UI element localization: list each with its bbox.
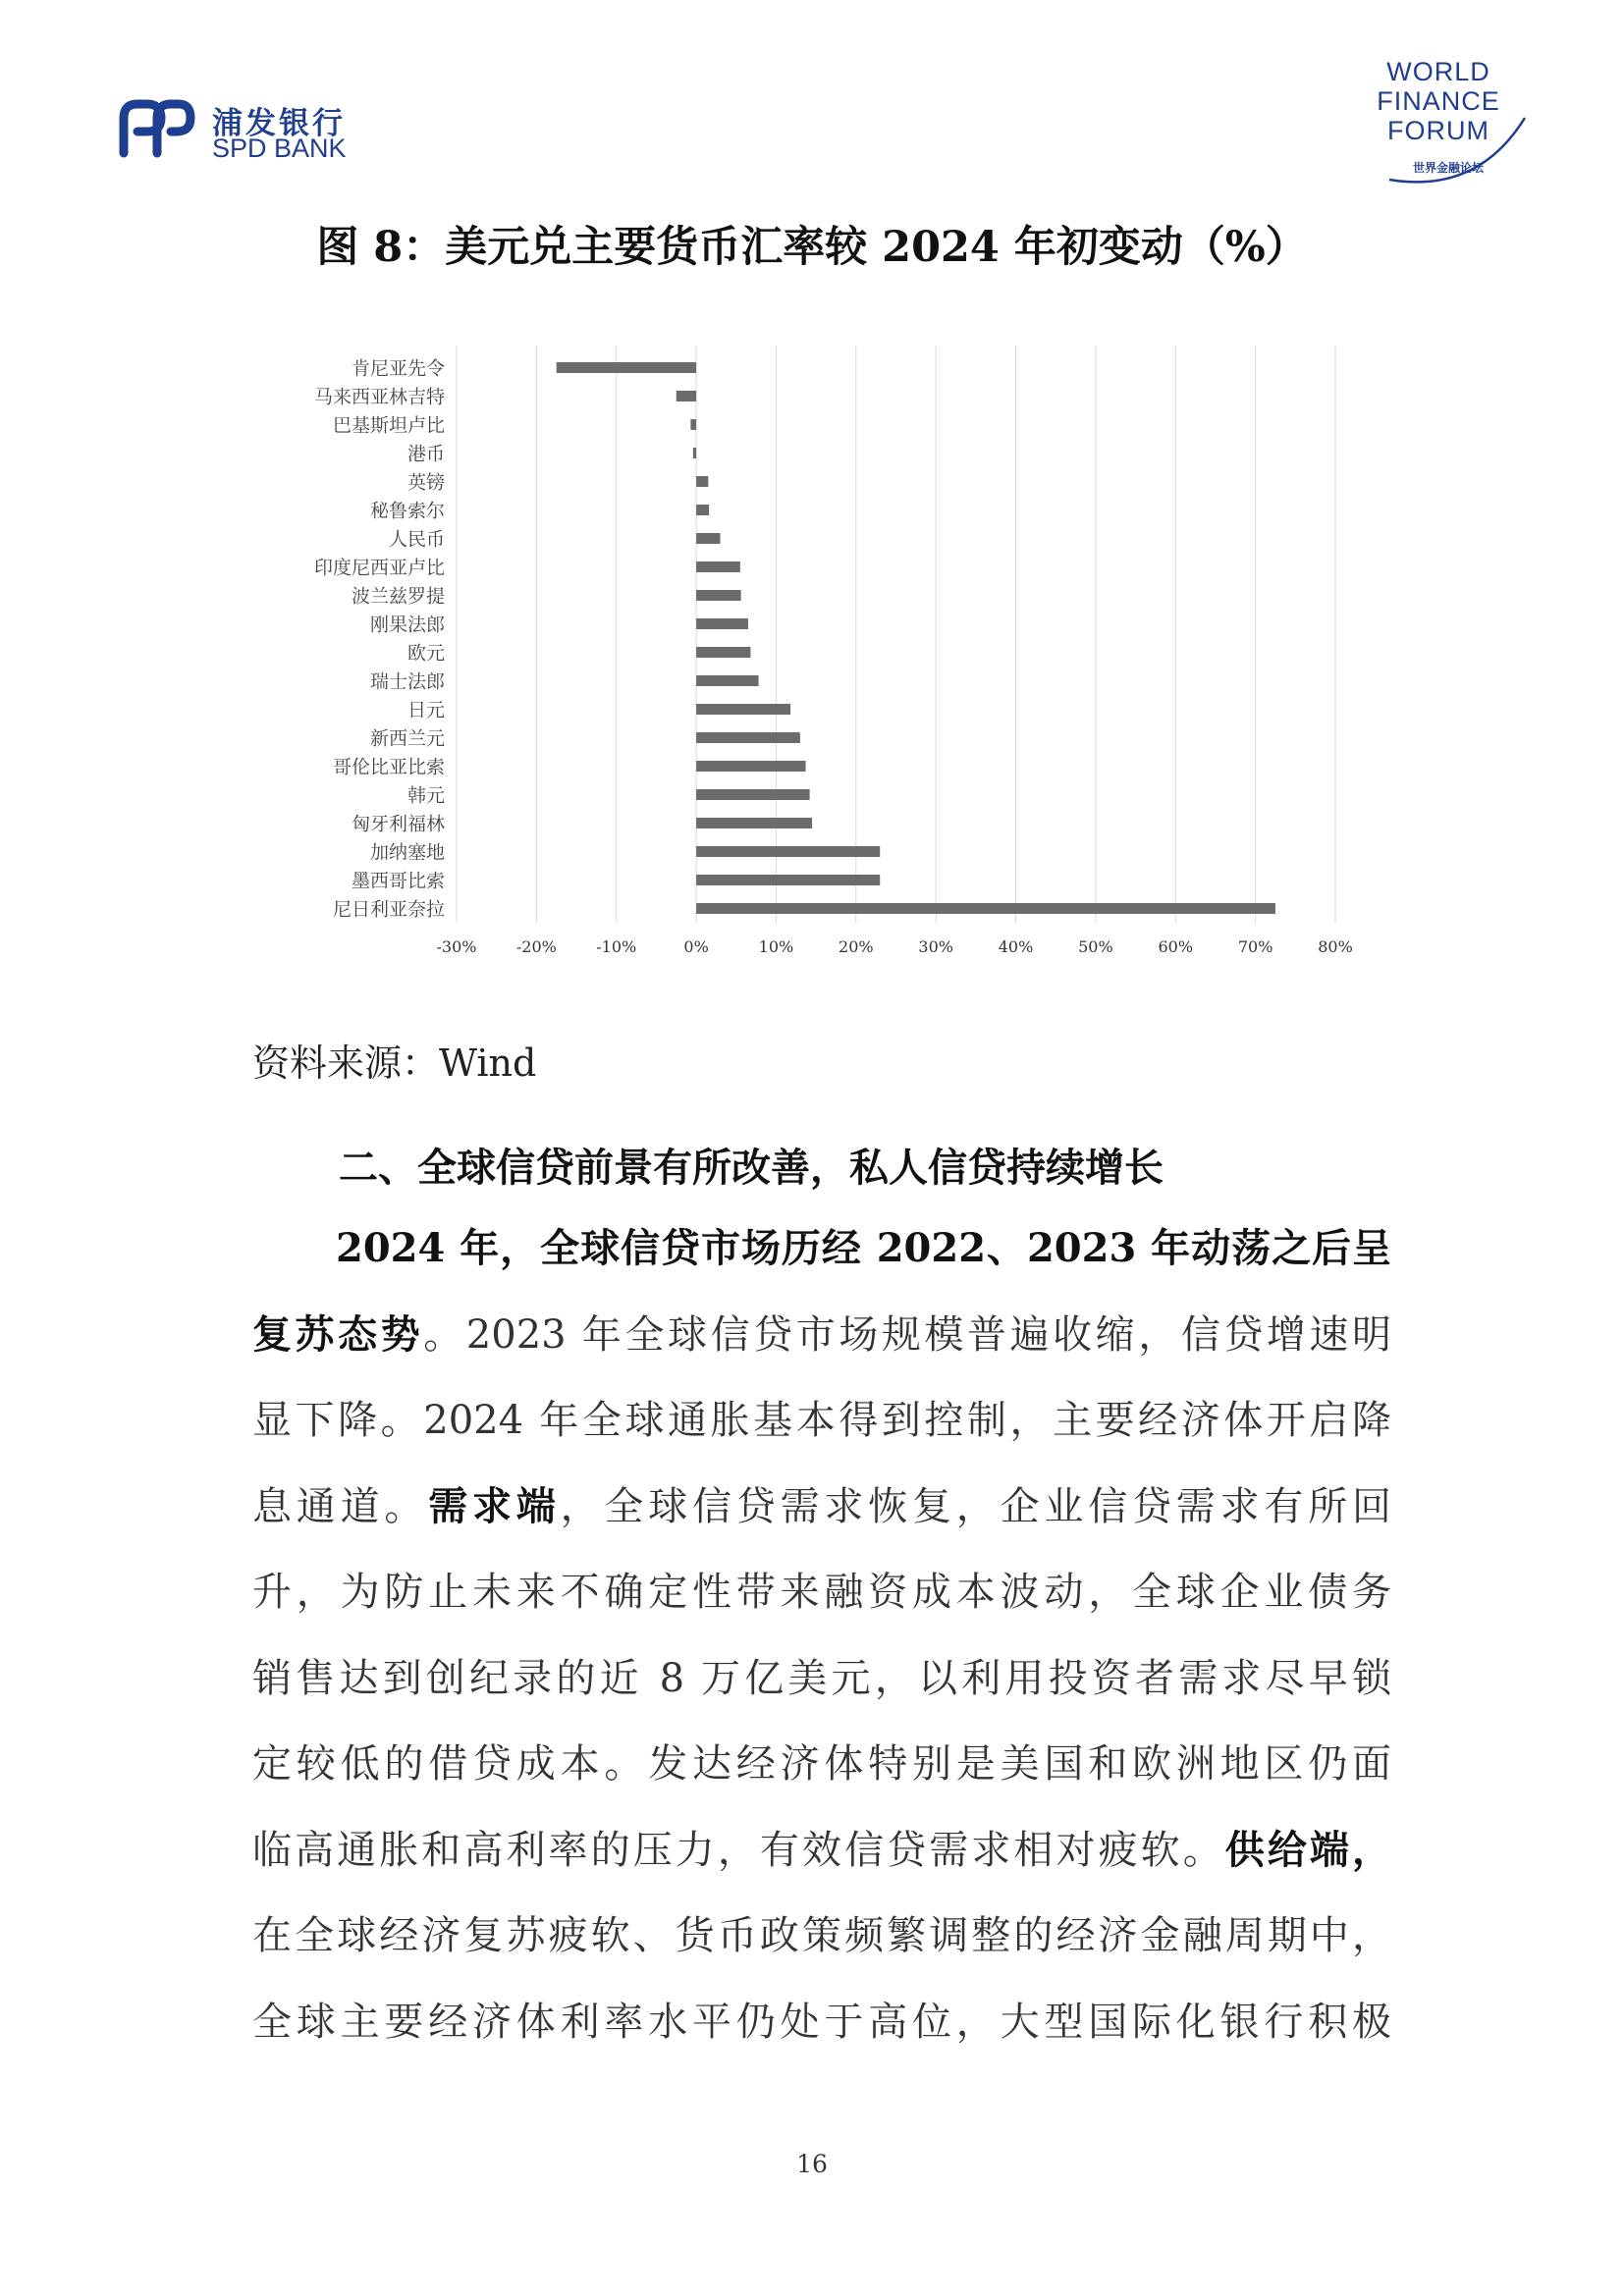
text: 息通道。 <box>252 1483 429 1529</box>
text: ，全球信贷需求恢复，企业信贷需求有所回 <box>560 1483 1392 1529</box>
paragraph-line <box>252 1991 1391 2047</box>
category-label: 韩元 <box>406 784 445 807</box>
tick-label: 80% <box>1318 937 1353 956</box>
paragraph-line <box>252 1561 1391 1617</box>
paragraph-line <box>336 1217 1391 1273</box>
bar <box>696 818 812 828</box>
bar <box>557 362 696 373</box>
bar-chart <box>275 334 1375 962</box>
tick-label: 60% <box>1158 937 1194 956</box>
bar <box>696 618 748 629</box>
bar <box>696 789 810 800</box>
category-label: 哥伦比亚比索 <box>332 756 445 778</box>
bold-text: 复苏态势 <box>252 1310 424 1358</box>
bar <box>696 875 880 885</box>
category-label: 波兰兹罗提 <box>351 585 445 608</box>
category-label: 日元 <box>406 699 445 721</box>
world-finance-forum-logo <box>1360 57 1542 194</box>
spd-logo-chinese: 浦发银行 <box>212 106 346 141</box>
bar <box>696 704 790 715</box>
bold-text: 需求端 <box>428 1482 561 1529</box>
spd-bank-logo <box>118 96 353 165</box>
bar <box>696 732 800 743</box>
category-label: 欧元 <box>406 642 445 665</box>
bar <box>696 761 805 772</box>
wff-logo-line-1: WORLD <box>1386 57 1490 86</box>
category-label: 马来西亚林吉特 <box>313 386 445 408</box>
tick-label: 70% <box>1237 937 1273 956</box>
category-label: 尼日利亚奈拉 <box>332 898 445 921</box>
paragraph-line <box>252 1904 1391 1960</box>
text: 在全球经济复苏疲软、货币政策频繁调整的经济金融周期中， <box>252 1913 1391 1958</box>
tick-label: 20% <box>839 937 874 956</box>
category-label: 瑞士法郎 <box>369 670 445 693</box>
text: 定较低的借贷成本。发达经济体特别是美国和欧洲地区仍面 <box>252 1741 1391 1787</box>
paragraph-line <box>252 1475 1391 1531</box>
category-label: 巴基斯坦卢比 <box>332 414 445 437</box>
bold-text: 2024 年，全球信贷市场历经 2022、2023 年动荡之后呈 <box>336 1225 1391 1271</box>
bar <box>693 448 696 458</box>
category-label: 秘鲁索尔 <box>369 500 445 522</box>
text: 。2023 年全球信贷市场规模普遍收缩，信贷增速明 <box>423 1311 1391 1358</box>
text: 销售达到创纪录的近 8 万亿美元，以利用投资者需求尽早锁 <box>252 1655 1391 1701</box>
bar <box>696 476 708 487</box>
bar <box>696 533 720 544</box>
page-number: 16 <box>796 2150 828 2178</box>
category-label: 墨西哥比索 <box>351 870 445 892</box>
bar <box>696 675 758 686</box>
spd-bank-emblem-icon <box>118 96 196 159</box>
bar <box>696 846 880 857</box>
bar <box>690 419 696 430</box>
bold-text: 供给端， <box>1224 1826 1392 1873</box>
bar <box>696 590 741 601</box>
category-label: 加纳塞地 <box>369 841 445 864</box>
tick-label: -30% <box>436 937 477 956</box>
paragraph-line <box>252 1304 1391 1360</box>
bar <box>696 505 709 515</box>
tick-label: 40% <box>998 937 1034 956</box>
section-heading: 二、全球信贷前景有所改善，私人信贷持续增长 <box>339 1145 1164 1191</box>
tick-label: 10% <box>758 937 794 956</box>
spd-logo-english: SPD BANK <box>212 133 347 163</box>
wff-swoosh-icon <box>1360 57 1542 194</box>
category-label: 印度尼西亚卢比 <box>313 557 445 579</box>
paragraph-line <box>252 1819 1391 1875</box>
text: 全球主要经济体利率水平仍处于高位，大型国际化银行积极 <box>252 1999 1391 2045</box>
bar <box>696 903 1275 914</box>
category-label: 刚果法郎 <box>369 614 445 636</box>
figure-source: 资料来源：Wind <box>252 1041 537 1085</box>
category-label: 新西兰元 <box>369 727 445 750</box>
wff-logo-line-2: FINANCE <box>1377 86 1500 116</box>
category-label: 英镑 <box>406 471 445 494</box>
wff-logo-subtitle: 世界金融论坛 <box>1412 161 1484 175</box>
category-label: 肯尼亚先令 <box>351 357 445 380</box>
text: 临高通胀和高利率的压力，有效信贷需求相对疲软。 <box>252 1827 1225 1873</box>
paragraph-line <box>252 1647 1391 1703</box>
bar <box>696 561 740 572</box>
bar <box>677 391 696 401</box>
tick-label: -10% <box>596 937 637 956</box>
category-label: 匈牙利福林 <box>351 813 445 835</box>
tick-label: 50% <box>1078 937 1113 956</box>
tick-label: 30% <box>918 937 953 956</box>
figure-title: 图 8：美元兑主要货币汇率较 2024 年初变动（%） <box>316 223 1308 272</box>
category-label: 人民币 <box>388 528 445 551</box>
category-label: 港币 <box>406 443 445 465</box>
tick-label: 0% <box>683 937 709 956</box>
paragraph-line <box>252 1389 1391 1445</box>
wff-logo-line-3: FORUM <box>1387 116 1489 145</box>
chart-canvas <box>275 334 1375 962</box>
paragraph-line <box>252 1733 1391 1789</box>
bar <box>696 647 750 658</box>
tick-label: -20% <box>515 937 557 956</box>
text: 显下降。2024 年全球通胀基本得到控制，主要经济体开启降 <box>252 1398 1391 1443</box>
text: 升，为防止未来不确定性带来融资成本波动，全球企业债务 <box>252 1570 1391 1615</box>
